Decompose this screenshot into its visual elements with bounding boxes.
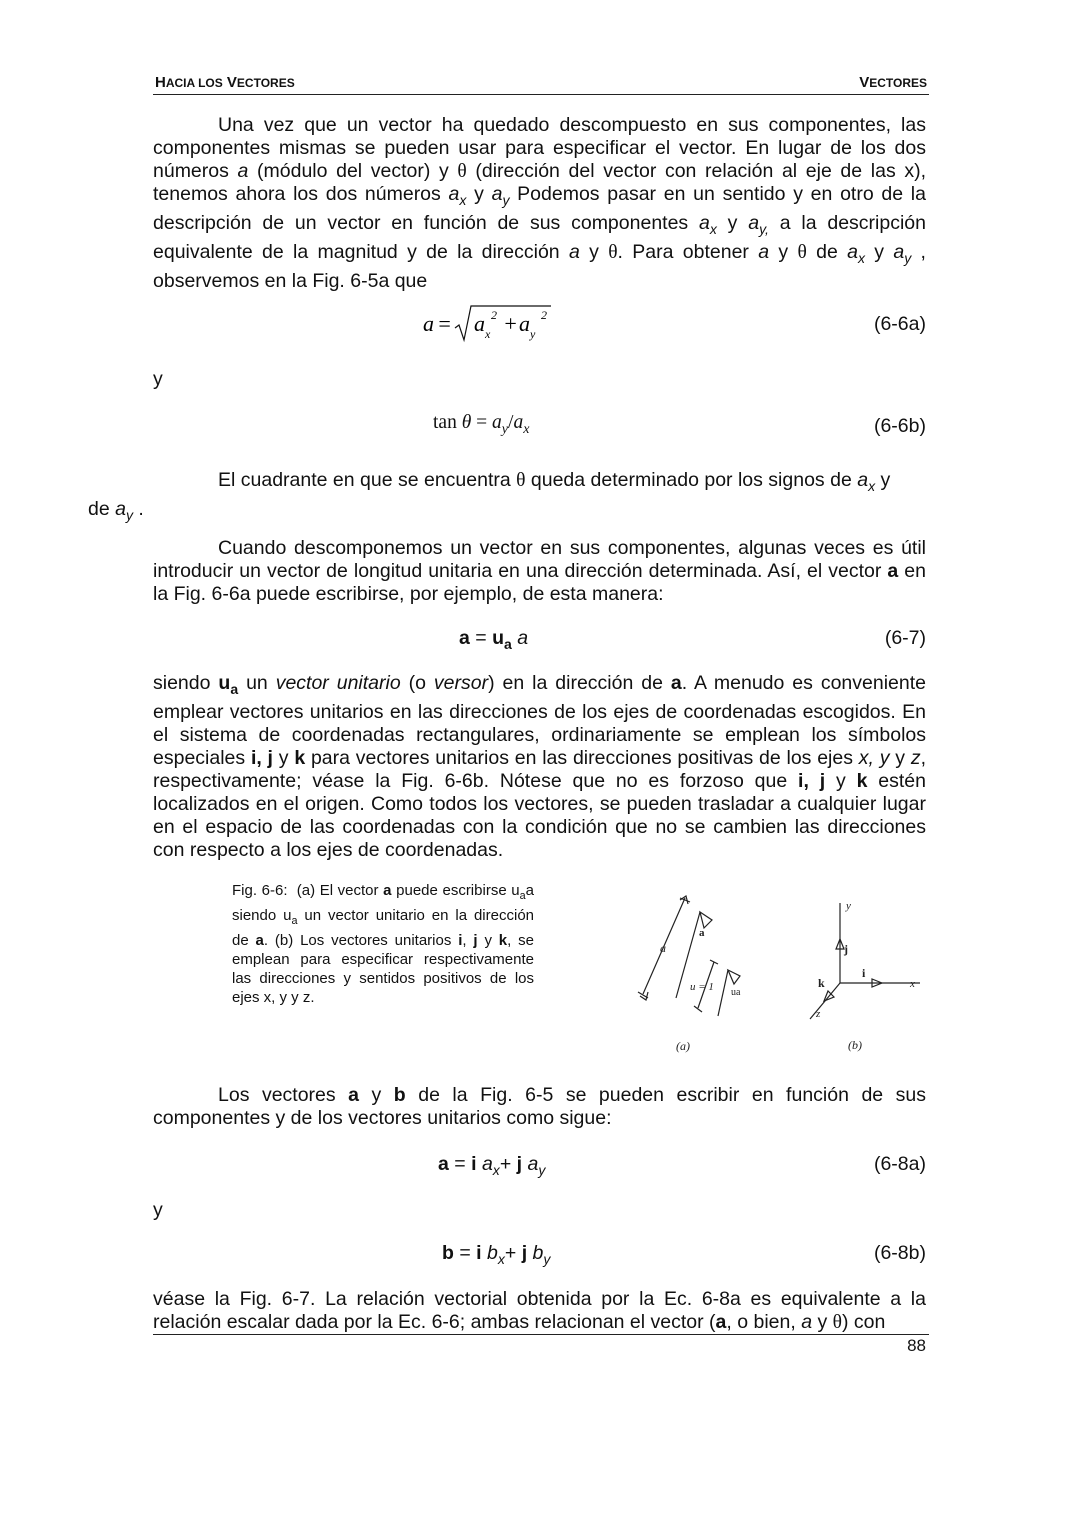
label-ua: ua [731, 987, 741, 998]
equation-6-8b: b = i $b_x+ j$ $b_y$ [442, 1242, 551, 1267]
label-u-equals-1: u = 1 [690, 981, 714, 993]
svg-text:y: y [530, 327, 536, 341]
equation-number-6-8a: (6-8a) [873, 1153, 926, 1175]
svg-text:a: a [519, 311, 530, 336]
paragraph-5: Los vectores a y b de la Fig. 6-5 se pueden escribir en función de sus componentes y de los vectores unitarios como sigue: [153, 1084, 926, 1129]
label-a-bold: a [699, 927, 705, 939]
label-a-italic: a [660, 941, 666, 955]
vector-ua-arrowhead [728, 970, 740, 984]
label-j: j [844, 942, 848, 956]
vector-a-arrowhead [700, 912, 712, 928]
svg-text:2: 2 [491, 308, 497, 322]
equation-number-6-7: (6-7) [884, 627, 926, 649]
svg-text:=: = [437, 311, 452, 336]
label-y-axis: y [846, 900, 851, 912]
footer-rule [153, 1334, 929, 1335]
equation-6-7: $a = u_a$ a [459, 627, 529, 652]
equation-6-6a [423, 304, 558, 350]
paragraph-1: Una vez que un vector ha quedado descompuesto en sus componentes, las componentes mismas se pueden usar para especificar el vector. En lugar de los dos números a (módulo del vector) y θ (dirección del vector con relación al eje de las x), tenemos ahora los dos números $a_x$ y $a_y$ Podemos pasar en un sentido y en otro de la descripción de un vector en función de sus componentes $a_x$ y $a_{y,}$ a la descripción equivalente de la magnitud y de la dirección a y θ. Para obtener a y θ de $a_x$ y $a_y$ , observemos en la Fig. 6-5a que [153, 114, 927, 292]
figure-6-6b [798, 895, 928, 1060]
page-header [153, 72, 929, 95]
paragraph-6: véase la Fig. 6-7. La relación vectorial obtenida por la Ec. 6-8a es equivalente a la relación escalar dada por la Ec. 6-6; ambas relacionan el vector (a, o bien, a y θ) con [153, 1288, 926, 1333]
label-k: k [818, 976, 825, 990]
equation-number-6-6b: (6-6b) [873, 415, 926, 437]
label-z-axis: z [816, 1008, 821, 1020]
paragraph-3: Cuando descomponemos un vector en sus componentes, algunas veces es útil introducir un vector de longitud unitaria en una dirección determinada. Así, el vector a en la Fig. 6-6a puede escribirse, por ejemplo, de esta manera: [153, 537, 926, 605]
vector-ua-line [718, 970, 728, 1016]
svg-text:a: a [474, 311, 485, 336]
equation-6-6a-render [423, 304, 558, 344]
svg-text:+: + [503, 311, 518, 336]
label-x-axis: x [910, 978, 915, 990]
header-left-styled: HACIA LOS VECTORES [155, 74, 295, 91]
connector-y-1: y [153, 368, 163, 390]
label-fig-a: (a) [676, 1039, 690, 1053]
equation-6-8a: a = i $a_x+ j$ $a_y$ [438, 1153, 546, 1178]
label-fig-b: (b) [848, 1038, 862, 1052]
paragraph-2: El cuadrante en que se encuentra θ queda determinado por los signos de $a_x$ y de $a_y$ . [88, 469, 891, 523]
equation-number-6-8b: (6-8b) [873, 1242, 926, 1264]
connector-y-2: y [153, 1199, 163, 1221]
figure-caption: Fig. 6-6: (a) El vector a puede escribirse $u_aa$ siendo $u_a$ un vector unitario en la dirección de a. (b) Los vectores unitarios i, j y k, se emplean para especificar respectivamente las direcciones y sentidos positivos de los ejes x, y y z. [232, 882, 534, 1006]
paragraph-4: siendo $u_a$ un vector unitario (o versor) en la dirección de a. A menudo es conveniente emplear vectores unitarios en las direcciones de los ejes de coordenadas escogidos. En el sistema de coordenadas rectangulares, ordinariamente se emplean los símbolos especiales i, j y k para vectores unitarios en las direcciones positivas de los ejes x, y y z, respectivamente; véase la Fig. 6-6b. Nótese que no es forzoso que i, j y k estén localizados en el origen. Como todos los vectores, se pueden trasladar a cualquier lugar en el espacio de las coordenadas con la condición que no se cambien las direcciones con respecto a los ejes de coordenadas. [153, 672, 927, 861]
svg-text:x: x [485, 327, 491, 341]
header-right-styled: VECTORES [859, 74, 927, 91]
svg-text:a: a [423, 311, 434, 336]
figure-6-6a [628, 888, 768, 1058]
page-number: 88 [907, 1336, 926, 1355]
equation-6-6b: $\tan \theta = a_y/a_x$ [433, 412, 530, 437]
equation-number-6-6a: (6-6a) [873, 313, 926, 335]
svg-text:2: 2 [541, 308, 547, 322]
label-i: i [862, 966, 866, 980]
